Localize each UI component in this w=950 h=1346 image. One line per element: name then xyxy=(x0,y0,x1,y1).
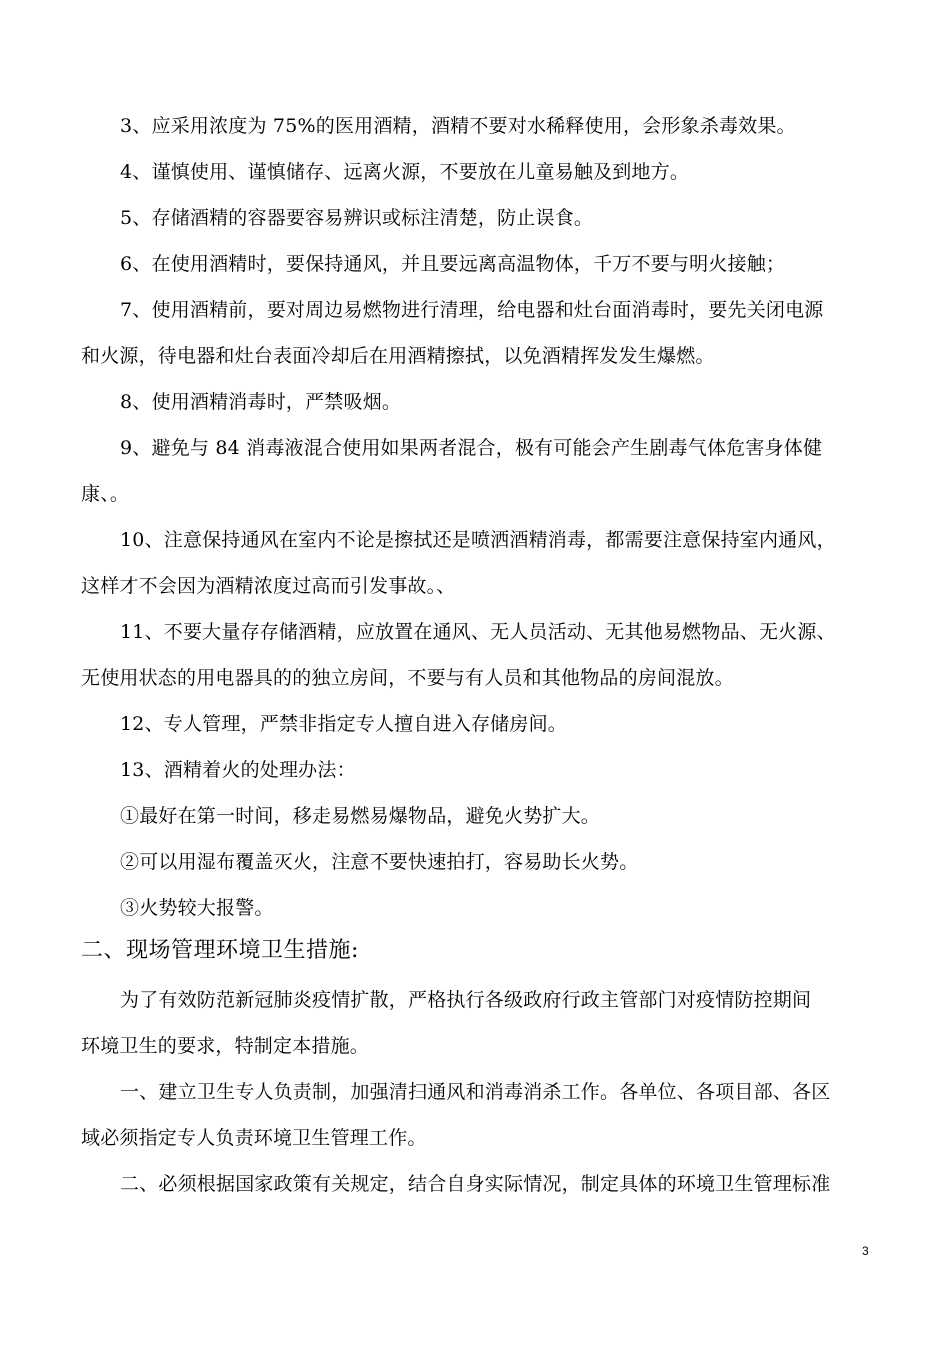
fire-step-1: ①最好在第一时间，移走易燃易爆物品，避免火势扩大。 xyxy=(120,805,601,827)
measure-2-line-1: 二、必须根据国家政策有关规定，结合自身实际情况，制定具体的环境卫生管理标准 xyxy=(120,1173,831,1195)
item-9-line-1: 9、避免与 84 消毒液混合使用如果两者混合，极有可能会产生剧毒气体危害身体健 xyxy=(120,437,823,459)
section-heading: 二、现场管理环境卫生措施: xyxy=(81,938,359,963)
item-7-line-1: 7、使用酒精前，要对周边易燃物进行清理，给电器和灶台面消毒时，要先关闭电源 xyxy=(120,299,824,321)
item-8-line: 8、使用酒精消毒时，严禁吸烟。 xyxy=(120,391,402,413)
intro-line-1: 为了有效防范新冠肺炎疫情扩散，严格执行各级政府行政主管部门对疫情防控期间 xyxy=(120,989,812,1011)
item-4-line: 4、谨慎使用、谨慎储存、远离火源，不要放在儿童易触及到地方。 xyxy=(120,161,690,183)
item-10-line-2: 这样才不会因为酒精浓度过高而引发事故。、 xyxy=(81,575,456,597)
fire-step-2: ②可以用湿布覆盖灭火，注意不要快速拍打，容易助长火势。 xyxy=(120,851,639,873)
intro-line-2: 环境卫生的要求，特制定本措施。 xyxy=(81,1035,370,1057)
item-11-line-2: 无使用状态的用电器具的的独立房间，不要与有人员和其他物品的房间混放。 xyxy=(81,667,734,689)
fire-step-3: ③火势较大报警。 xyxy=(120,897,274,919)
item-6-line: 6、在使用酒精时，要保持通风，并且要远离高温物体，千万不要与明火接触； xyxy=(120,253,786,275)
item-5-line: 5、存储酒精的容器要容易辨识或标注清楚，防止误食。 xyxy=(120,207,594,229)
item-10-line-1: 10、注意保持通风在室内不论是擦拭还是喷洒酒精消毒，都需要注意保持室内通风， xyxy=(120,529,836,551)
item-13-line: 13、酒精着火的处理办法： xyxy=(120,759,356,781)
page-number: 3 xyxy=(862,1244,869,1258)
item-11-line-1: 11、不要大量存存储酒精，应放置在通风、无人员活动、无其他易燃物品、无火源、 xyxy=(120,621,836,643)
item-3-line: 3、应采用浓度为 75%的医用酒精，酒精不要对水稀释使用，会形象杀毒效果。 xyxy=(120,115,796,137)
measure-1-line-1: 一、建立卫生专人负责制，加强清扫通风和消毒消杀工作。各单位、各项目部、各区 xyxy=(120,1081,831,1103)
item-12-line: 12、专人管理，严禁非指定专人擅自进入存储房间。 xyxy=(120,713,567,735)
item-9-line-2: 康、。 xyxy=(81,483,130,505)
measure-1-line-2: 域必须指定专人负责环境卫生管理工作。 xyxy=(81,1127,427,1149)
item-7-line-2: 和火源，待电器和灶台表面冷却后在用酒精擦拭，以免酒精挥发发生爆燃。 xyxy=(81,345,715,367)
